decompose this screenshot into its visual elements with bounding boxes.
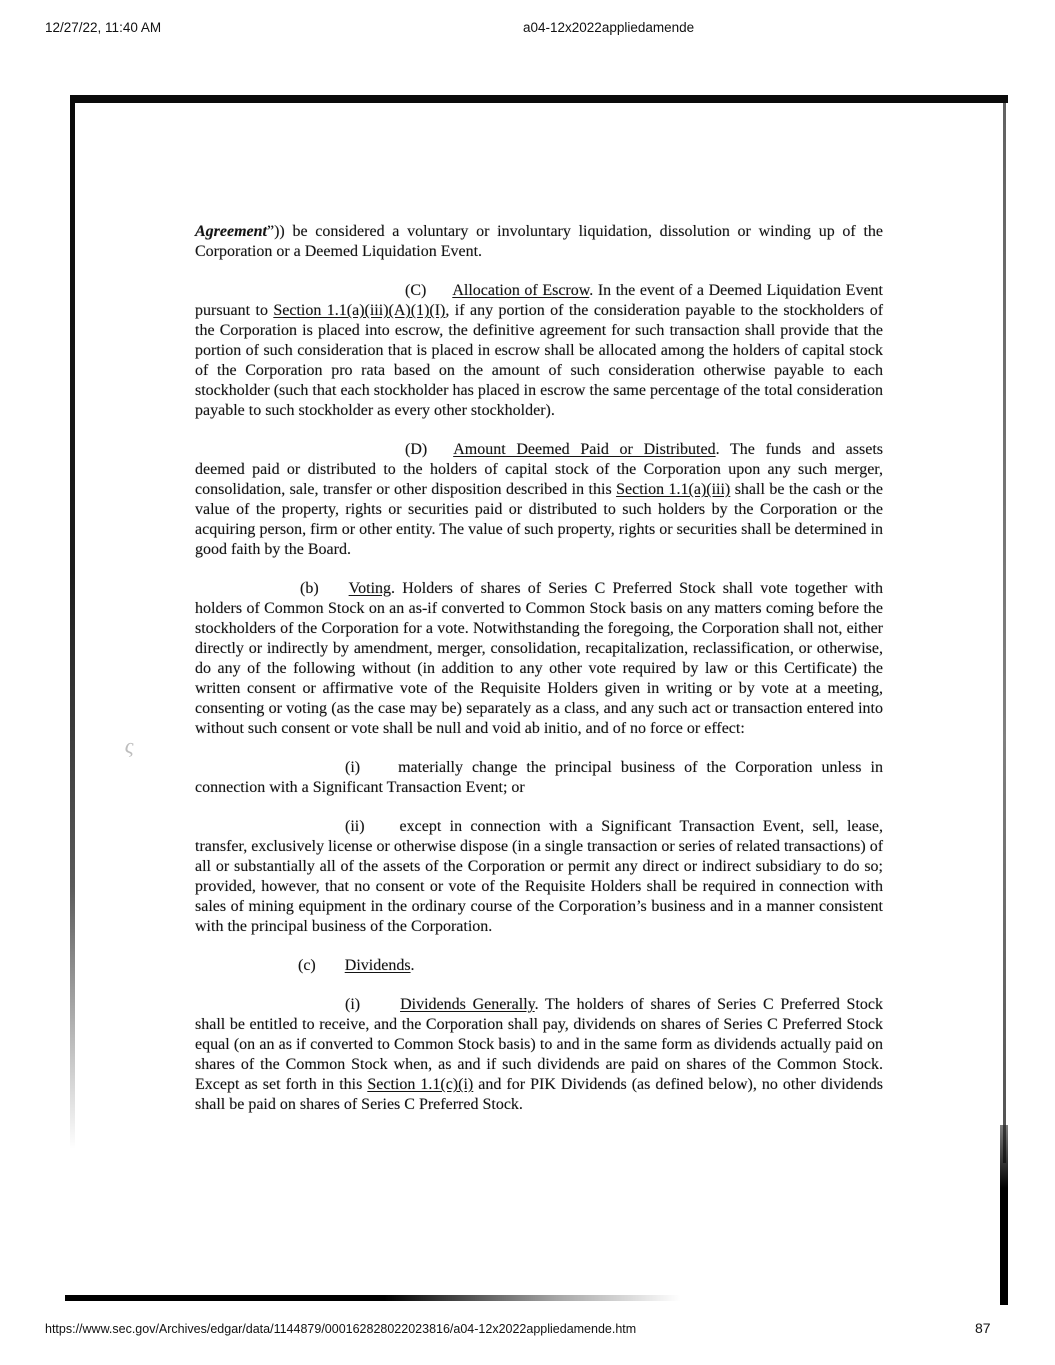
text-run: materially change the principal business of the Corporation unless in connection with a Significant Transaction Event; or — [195, 759, 883, 796]
tab-gap — [427, 453, 453, 454]
text-run: (D) — [405, 441, 428, 458]
scanned-page — [70, 95, 1008, 1305]
tab-gap — [426, 294, 452, 295]
paragraph — [195, 440, 883, 560]
text-run: (ii) — [345, 818, 365, 835]
underlined-text: Section 1.1(a)(iii) — [616, 481, 731, 498]
text-run: . Holders of shares of Series C Preferred Stock shall vote together with holders of Common Stock on an as-if converted to Common Stock basis on any matters coming before the stockholders of the Corporation for a vote. Notwithstanding the foregoing, the Corporation shall not, either directly or indirectly by amendment, merger, consolidation, recapitalization, reclassification, or otherwise, do any of the following without (in addition to any other vote required by law or this Certificate) the written consent or affirmative vote of the Requisite Holders given in writing or by vote at a meeting, consenting or voting (as the case may be) separately as a class, and any such act or transaction entered into without such consent or vote shall be null and void ab initio, and of no force or effect: — [195, 580, 883, 737]
text-run: (C) — [405, 282, 427, 299]
tab-gap — [316, 969, 345, 970]
text-run: , if any portion of the consideration payable to the stockholders of the Corporation is placed into escrow, the definitive agreement for such transaction shall provide that the portion of such consideration that is placed in escrow shall be allocated among the holders of capital stock of the Corporation pro rata based on the amount of such consideration otherwise payable to each stockholder (such that each stockholder has placed in escrow the same percentage of the total consideration payable to such stockholder as every other stockholder). — [195, 302, 884, 419]
underlined-text: Section 1.1(c)(i) — [367, 1076, 474, 1093]
header-datetime: 12/27/22, 11:40 AM — [45, 20, 162, 35]
underlined-text: Amount Deemed Paid or Distributed — [453, 441, 716, 458]
text-run: Agreement — [195, 223, 267, 240]
underlined-text: Voting — [348, 580, 392, 597]
paragraph — [195, 758, 883, 798]
scan-border-right — [1003, 103, 1006, 1163]
scan-border-right-heavy — [1000, 1125, 1008, 1305]
text-run: and for PIK Dividends (as defined below), no other dividends shall be paid on shares of Series C Preferred Stock. — [195, 1076, 884, 1113]
paragraph — [195, 817, 883, 937]
underlined-text: Dividends Generally — [400, 996, 535, 1013]
text-run: . In the event of a Deemed Liquidation Event pursuant to — [195, 282, 883, 319]
scan-border-left — [70, 99, 75, 1149]
scan-artifact-mark: ς — [123, 732, 136, 759]
text-run: . — [410, 957, 415, 974]
header-doc-title: a04-12x2022appliedamende — [523, 20, 695, 35]
footer-page-number: 87 — [975, 1320, 991, 1336]
scan-border-top — [70, 95, 1008, 103]
text-run: (i) — [345, 996, 361, 1013]
document-body — [195, 222, 883, 1134]
paragraph — [195, 222, 883, 262]
paragraph — [195, 995, 883, 1115]
scan-border-bottom — [65, 1295, 680, 1301]
text-run: ”)) be considered a voluntary or involuntary liquidation, dissolution or winding up of the Corporation or a Deemed Liquidation Event. — [195, 223, 883, 260]
underlined-text: Dividends — [344, 957, 411, 974]
text-run: (b) — [300, 580, 319, 597]
tab-gap — [360, 1008, 400, 1009]
tab-gap — [360, 771, 398, 772]
tab-gap — [365, 830, 400, 831]
paragraph — [195, 281, 883, 421]
underlined-text: Section 1.1(a)(iii)(A)(1)(I) — [273, 302, 446, 319]
text-run: (i) — [345, 759, 361, 776]
text-run: . The funds and assets deemed paid or distributed to the holders of capital stock of the Corporation upon any such merger, consolidation, sale, transfer or other disposition described in this — [195, 441, 883, 498]
paragraph — [195, 579, 883, 739]
text-run: . The holders of shares of Series C Preferred Stock shall be entitled to receive, and the Corporation shall pay, dividends on shares of Series C Preferred Stock equal (on an as if converted to Common Stock basis) to and in the same form as dividends actually paid on shares of the Common Stock when, as and if such dividends are paid on shares of the Common Stock. Except as set forth in this — [195, 996, 884, 1093]
text-run: (c) — [298, 957, 316, 974]
text-run: shall be the cash or the value of the property, rights or securities paid or distributed to such holders by the Corporation or the acquiring person, firm or other entity. The value of such property, rights or securities shall be determined in good faith by the Board. — [195, 481, 883, 558]
underlined-text: Allocation of Escrow — [452, 282, 590, 299]
paragraph — [195, 956, 883, 976]
footer-url: https://www.sec.gov/Archives/edgar/data/1144879/000162828022023816/a04-12x2022appliedamende.htm — [45, 1322, 637, 1336]
text-run: except in connection with a Significant Transaction Event, sell, lease, transfer, exclusively license or otherwise dispose (in a single transaction or series of related transactions) of all or substantially all of the assets of the Corporation or permit any direct or indirect subsidiary to do so; provided, however, that no consent or vote of the Requisite Holders shall be required in connection with sales of mining equipment in the ordinary course of the Corporation’s business and in a manner consistent with the principal business of the Corporation. — [195, 818, 884, 935]
tab-gap — [319, 592, 349, 593]
